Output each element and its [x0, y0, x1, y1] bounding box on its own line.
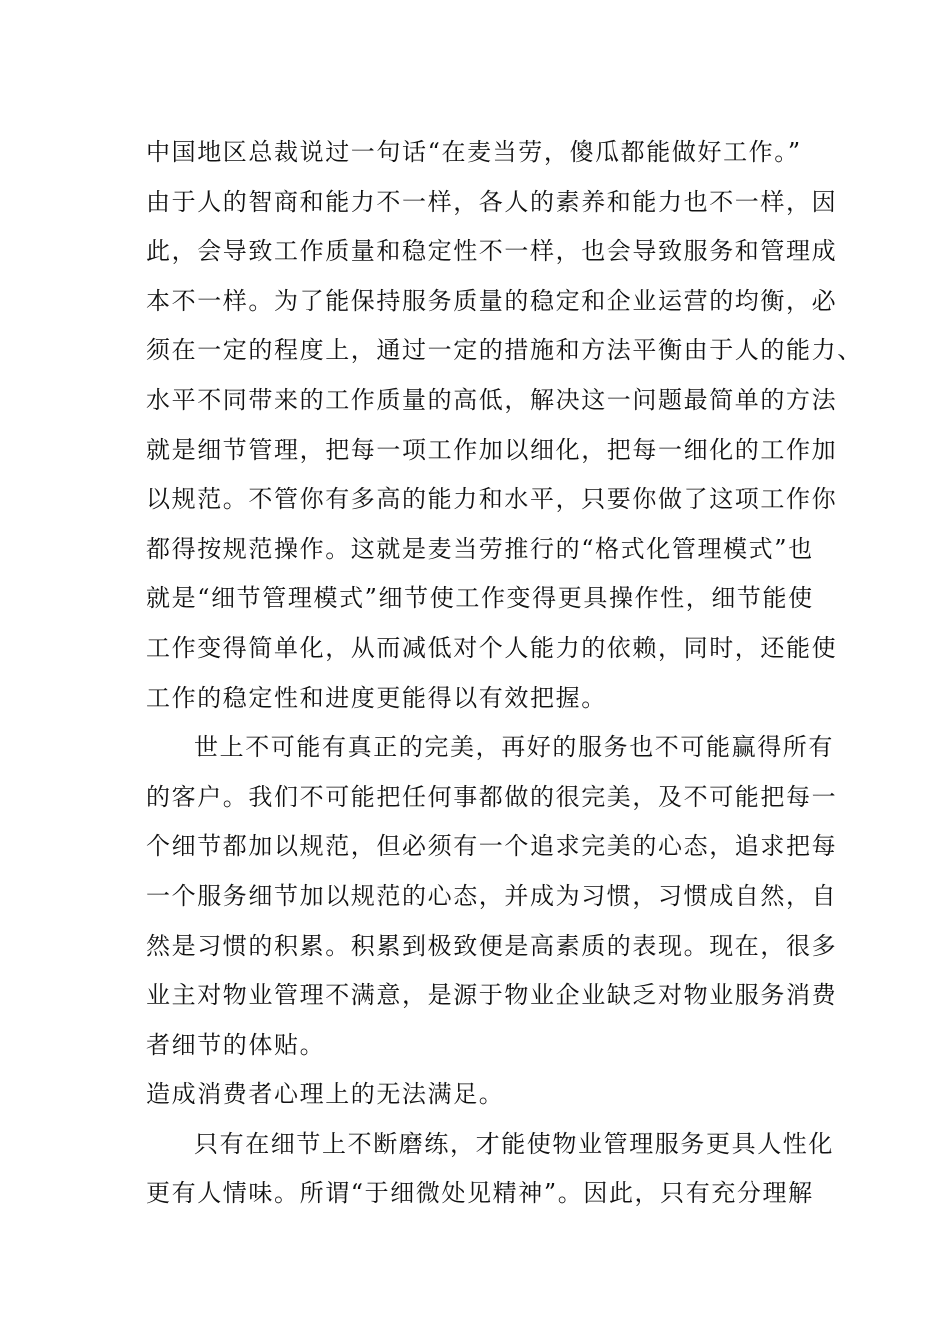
text-line: 须在一定的程度上，通过一定的措施和方法平衡由于人的能力、	[146, 336, 863, 365]
paragraph-start-line: 只有在细节上不断磨练，才能使物业管理服务更具人性化	[194, 1129, 834, 1158]
text-line: 此，会导致工作质量和稳定性不一样，也会导致服务和管理成	[146, 237, 838, 266]
text-line: 工作的稳定性和进度更能得以有效把握。	[146, 683, 607, 712]
text-line: 然是习惯的积累。积累到极致便是高素质的表现。现在，很多	[146, 931, 838, 960]
text-line: 工作变得简单化，从而减低对个人能力的依赖，同时，还能使	[146, 633, 838, 662]
text-line: 业主对物业管理不满意，是源于物业企业缺乏对物业服务消费	[146, 981, 838, 1010]
text-line: 一个服务细节加以规范的心态，并成为习惯，习惯成自然，自	[146, 881, 838, 910]
text-line: 以规范。不管你有多高的能力和水平，只要你做了这项工作你	[146, 485, 838, 514]
text-line: 水平不同带来的工作质量的高低，解决这一问题最简单的方法	[146, 385, 838, 414]
body-text	[146, 128, 863, 1219]
text-line: 造成消费者心理上的无法满足。	[146, 1080, 505, 1109]
text-line: 中国地区总裁说过一句话“在麦当劳，傻瓜都能做好工作。”	[146, 138, 802, 166]
text-line: 都得按规范操作。这就是麦当劳推行的“格式化管理模式”也	[146, 534, 814, 563]
text-line: 就是“细节管理模式”细节使工作变得更具操作性，细节能使	[146, 584, 814, 613]
paragraph-start-line: 世上不可能有真正的完美，再好的服务也不可能赢得所有	[194, 733, 834, 762]
text-line: 更有人情味。所谓“于细微处见精神”。因此，只有充分理解	[146, 1179, 814, 1208]
text-line: 者细节的体贴。	[146, 1030, 326, 1059]
text-line: 个细节都加以规范，但必须有一个追求完美的心态，追求把每	[146, 832, 838, 861]
text-line: 的客户。我们不可能把任何事都做的很完美，及不可能把每一	[146, 782, 838, 811]
text-line: 就是细节管理，把每一项工作加以细化，把每一细化的工作加	[146, 435, 838, 464]
text-line: 由于人的智商和能力不一样，各人的素养和能力也不一样，因	[146, 187, 838, 216]
text-line: 本不一样。为了能保持服务质量的稳定和企业运营的均衡，必	[146, 286, 838, 315]
